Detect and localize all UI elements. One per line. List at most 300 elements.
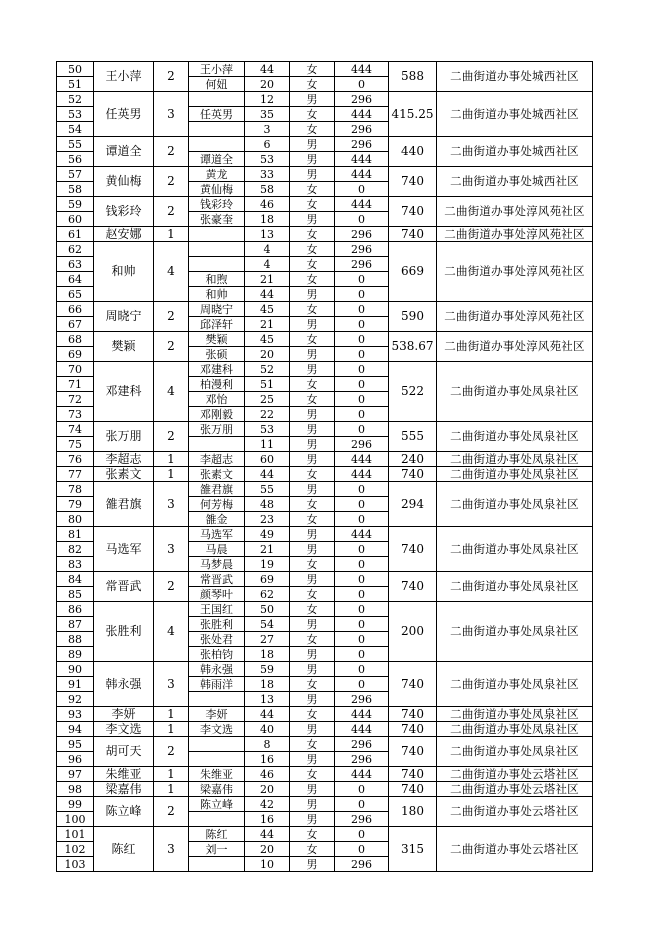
household-head-cell: 李超志 <box>94 452 154 467</box>
household-head-cell: 常晋武 <box>94 572 154 602</box>
household-size-cell: 1 <box>154 707 189 722</box>
table-row <box>57 452 593 467</box>
household-total-cell: 740 <box>389 467 437 482</box>
member-age-cell: 53 <box>245 152 290 167</box>
row-number-cell: 54 <box>57 122 94 137</box>
household-total-cell: 669 <box>389 242 437 302</box>
member-amount-cell: 444 <box>335 707 389 722</box>
member-age-cell: 18 <box>245 212 290 227</box>
member-age-cell: 10 <box>245 857 290 872</box>
household-size-cell: 3 <box>154 92 189 137</box>
member-amount-cell: 296 <box>335 737 389 752</box>
row-number-cell: 77 <box>57 467 94 482</box>
community-address-cell: 二曲街道办事处凤泉社区 <box>437 467 593 482</box>
row-number-cell: 102 <box>57 842 94 857</box>
member-amount-cell: 0 <box>335 317 389 332</box>
member-name-cell: 邓刚毅 <box>189 407 245 422</box>
member-age-cell: 21 <box>245 272 290 287</box>
member-name-cell: 雒君旗 <box>189 482 245 497</box>
row-number-cell: 69 <box>57 347 94 362</box>
household-table <box>56 61 593 872</box>
member-sex-cell: 女 <box>290 392 335 407</box>
member-amount-cell: 296 <box>335 242 389 257</box>
member-age-cell: 11 <box>245 437 290 452</box>
table-row <box>57 422 593 437</box>
member-name-cell: 陈立峰 <box>189 797 245 812</box>
household-total-cell: 740 <box>389 737 437 767</box>
member-name-cell <box>189 752 245 767</box>
household-total-cell: 200 <box>389 602 437 662</box>
member-name-cell: 张万朋 <box>189 422 245 437</box>
household-total-cell: 740 <box>389 227 437 242</box>
community-address-cell: 二曲街道办事处云塔社区 <box>437 767 593 782</box>
community-address-cell: 二曲街道办事处城西社区 <box>437 167 593 197</box>
member-sex-cell: 女 <box>290 242 335 257</box>
household-total-cell: 588 <box>389 62 437 92</box>
household-size-cell: 4 <box>154 362 189 422</box>
member-name-cell <box>189 92 245 107</box>
member-name-cell: 张素文 <box>189 467 245 482</box>
community-address-cell: 二曲街道办事处凤泉社区 <box>437 422 593 452</box>
community-address-cell: 二曲街道办事处凤泉社区 <box>437 482 593 527</box>
member-sex-cell: 女 <box>290 77 335 92</box>
member-amount-cell: 296 <box>335 437 389 452</box>
row-number-cell: 68 <box>57 332 94 347</box>
member-amount-cell: 0 <box>335 782 389 797</box>
member-sex-cell: 男 <box>290 212 335 227</box>
member-sex-cell: 男 <box>290 482 335 497</box>
member-amount-cell: 0 <box>335 662 389 677</box>
member-sex-cell: 女 <box>290 302 335 317</box>
member-sex-cell: 女 <box>290 557 335 572</box>
member-sex-cell: 男 <box>290 782 335 797</box>
member-amount-cell: 444 <box>335 767 389 782</box>
community-address-cell: 二曲街道办事处凤泉社区 <box>437 737 593 767</box>
member-name-cell: 任英男 <box>189 107 245 122</box>
household-size-cell: 1 <box>154 767 189 782</box>
table-row <box>57 722 593 737</box>
community-address-cell: 二曲街道办事处凤泉社区 <box>437 602 593 662</box>
member-name-cell: 陈红 <box>189 827 245 842</box>
member-name-cell: 颜琴叶 <box>189 587 245 602</box>
household-size-cell: 2 <box>154 62 189 92</box>
row-number-cell: 92 <box>57 692 94 707</box>
member-name-cell: 和帅 <box>189 287 245 302</box>
household-total-cell: 740 <box>389 707 437 722</box>
member-sex-cell: 男 <box>290 542 335 557</box>
member-age-cell: 6 <box>245 137 290 152</box>
community-address-cell: 二曲街道办事处凤泉社区 <box>437 707 593 722</box>
row-number-cell: 65 <box>57 287 94 302</box>
member-amount-cell: 0 <box>335 332 389 347</box>
member-amount-cell: 0 <box>335 212 389 227</box>
household-size-cell: 2 <box>154 302 189 332</box>
table-row <box>57 167 593 182</box>
member-amount-cell: 296 <box>335 137 389 152</box>
household-total-cell: 740 <box>389 722 437 737</box>
household-head-cell: 王小萍 <box>94 62 154 92</box>
table-row <box>57 602 593 617</box>
row-number-cell: 55 <box>57 137 94 152</box>
member-name-cell: 张硕 <box>189 347 245 362</box>
community-address-cell: 二曲街道办事处云塔社区 <box>437 797 593 827</box>
table-row <box>57 197 593 212</box>
member-age-cell: 12 <box>245 92 290 107</box>
row-number-cell: 62 <box>57 242 94 257</box>
household-head-cell: 张胜利 <box>94 602 154 662</box>
member-amount-cell: 0 <box>335 422 389 437</box>
member-amount-cell: 0 <box>335 617 389 632</box>
row-number-cell: 103 <box>57 857 94 872</box>
member-amount-cell: 0 <box>335 572 389 587</box>
member-age-cell: 44 <box>245 467 290 482</box>
member-amount-cell: 444 <box>335 152 389 167</box>
member-name-cell: 李文选 <box>189 722 245 737</box>
row-number-cell: 73 <box>57 407 94 422</box>
member-name-cell: 黄仙梅 <box>189 182 245 197</box>
member-amount-cell: 0 <box>335 182 389 197</box>
member-amount-cell: 444 <box>335 452 389 467</box>
member-sex-cell: 女 <box>290 677 335 692</box>
household-total-cell: 590 <box>389 302 437 332</box>
member-sex-cell: 女 <box>290 197 335 212</box>
member-sex-cell: 女 <box>290 512 335 527</box>
row-number-cell: 64 <box>57 272 94 287</box>
member-sex-cell: 男 <box>290 797 335 812</box>
member-name-cell: 柏漫利 <box>189 377 245 392</box>
member-sex-cell: 男 <box>290 92 335 107</box>
member-age-cell: 33 <box>245 167 290 182</box>
member-name-cell <box>189 227 245 242</box>
community-address-cell: 二曲街道办事处云塔社区 <box>437 782 593 797</box>
household-head-cell: 周晓宁 <box>94 302 154 332</box>
table-row <box>57 782 593 797</box>
member-sex-cell: 男 <box>290 722 335 737</box>
household-total-cell: 740 <box>389 167 437 197</box>
member-age-cell: 22 <box>245 407 290 422</box>
member-sex-cell: 男 <box>290 857 335 872</box>
household-total-cell: 415.25 <box>389 92 437 137</box>
member-name-cell: 韩雨洋 <box>189 677 245 692</box>
row-number-cell: 94 <box>57 722 94 737</box>
row-number-cell: 98 <box>57 782 94 797</box>
member-name-cell <box>189 242 245 257</box>
row-number-cell: 56 <box>57 152 94 167</box>
community-address-cell: 二曲街道办事处淳风苑社区 <box>437 302 593 332</box>
member-amount-cell: 0 <box>335 362 389 377</box>
member-age-cell: 27 <box>245 632 290 647</box>
household-size-cell: 1 <box>154 452 189 467</box>
member-sex-cell: 男 <box>290 692 335 707</box>
row-number-cell: 78 <box>57 482 94 497</box>
household-head-cell: 陈红 <box>94 827 154 872</box>
member-age-cell: 25 <box>245 392 290 407</box>
member-amount-cell: 296 <box>335 122 389 137</box>
member-amount-cell: 296 <box>335 257 389 272</box>
row-number-cell: 67 <box>57 317 94 332</box>
row-number-cell: 89 <box>57 647 94 662</box>
member-sex-cell: 女 <box>290 182 335 197</box>
member-sex-cell: 男 <box>290 572 335 587</box>
member-name-cell: 马梦晨 <box>189 557 245 572</box>
household-total-cell: 740 <box>389 767 437 782</box>
table-row <box>57 707 593 722</box>
member-amount-cell: 444 <box>335 107 389 122</box>
member-amount-cell: 0 <box>335 677 389 692</box>
member-amount-cell: 0 <box>335 797 389 812</box>
member-age-cell: 46 <box>245 197 290 212</box>
member-sex-cell: 女 <box>290 767 335 782</box>
household-total-cell: 240 <box>389 452 437 467</box>
member-age-cell: 13 <box>245 227 290 242</box>
member-age-cell: 40 <box>245 722 290 737</box>
member-name-cell: 李超志 <box>189 452 245 467</box>
member-age-cell: 44 <box>245 62 290 77</box>
member-age-cell: 69 <box>245 572 290 587</box>
member-sex-cell: 男 <box>290 752 335 767</box>
row-number-cell: 86 <box>57 602 94 617</box>
member-amount-cell: 0 <box>335 512 389 527</box>
table-row <box>57 797 593 812</box>
member-name-cell: 何芳梅 <box>189 497 245 512</box>
row-number-cell: 51 <box>57 77 94 92</box>
household-size-cell: 4 <box>154 602 189 662</box>
member-age-cell: 4 <box>245 242 290 257</box>
member-name-cell: 雒金 <box>189 512 245 527</box>
row-number-cell: 101 <box>57 827 94 842</box>
row-number-cell: 80 <box>57 512 94 527</box>
member-name-cell: 何妞 <box>189 77 245 92</box>
table-row <box>57 92 593 107</box>
member-sex-cell: 女 <box>290 467 335 482</box>
household-head-cell: 朱维亚 <box>94 767 154 782</box>
member-sex-cell: 男 <box>290 287 335 302</box>
table-row <box>57 737 593 752</box>
member-amount-cell: 0 <box>335 377 389 392</box>
household-total-cell: 740 <box>389 527 437 572</box>
community-address-cell: 二曲街道办事处淳风苑社区 <box>437 227 593 242</box>
household-head-cell: 张万朋 <box>94 422 154 452</box>
table-row <box>57 62 593 77</box>
member-sex-cell: 女 <box>290 827 335 842</box>
member-name-cell: 梁嘉伟 <box>189 782 245 797</box>
household-size-cell: 3 <box>154 527 189 572</box>
member-name-cell <box>189 137 245 152</box>
household-size-cell: 2 <box>154 332 189 362</box>
household-total-cell: 440 <box>389 137 437 167</box>
member-age-cell: 48 <box>245 497 290 512</box>
household-size-cell: 1 <box>154 722 189 737</box>
row-number-cell: 76 <box>57 452 94 467</box>
member-amount-cell: 0 <box>335 557 389 572</box>
member-sex-cell: 男 <box>290 317 335 332</box>
row-number-cell: 99 <box>57 797 94 812</box>
household-size-cell: 3 <box>154 482 189 527</box>
member-name-cell: 韩永强 <box>189 662 245 677</box>
member-sex-cell: 男 <box>290 647 335 662</box>
household-total-cell: 740 <box>389 662 437 707</box>
row-number-cell: 63 <box>57 257 94 272</box>
household-total-cell: 522 <box>389 362 437 422</box>
household-total-cell: 740 <box>389 782 437 797</box>
member-amount-cell: 444 <box>335 467 389 482</box>
household-head-cell: 谭道全 <box>94 137 154 167</box>
household-head-cell: 樊颖 <box>94 332 154 362</box>
member-sex-cell: 男 <box>290 527 335 542</box>
member-amount-cell: 296 <box>335 692 389 707</box>
member-sex-cell: 女 <box>290 497 335 512</box>
member-sex-cell: 女 <box>290 272 335 287</box>
household-total-cell: 538.67 <box>389 332 437 362</box>
member-age-cell: 62 <box>245 587 290 602</box>
member-age-cell: 58 <box>245 182 290 197</box>
household-head-cell: 李文选 <box>94 722 154 737</box>
member-name-cell <box>189 737 245 752</box>
member-age-cell: 20 <box>245 347 290 362</box>
member-name-cell: 和煦 <box>189 272 245 287</box>
member-age-cell: 16 <box>245 812 290 827</box>
household-head-cell: 张素文 <box>94 467 154 482</box>
member-age-cell: 42 <box>245 797 290 812</box>
member-sex-cell: 男 <box>290 662 335 677</box>
member-sex-cell: 男 <box>290 812 335 827</box>
member-sex-cell: 女 <box>290 842 335 857</box>
member-amount-cell: 0 <box>335 302 389 317</box>
row-number-cell: 71 <box>57 377 94 392</box>
member-amount-cell: 296 <box>335 227 389 242</box>
table-row <box>57 302 593 317</box>
member-sex-cell: 女 <box>290 707 335 722</box>
row-number-cell: 70 <box>57 362 94 377</box>
community-address-cell: 二曲街道办事处城西社区 <box>437 62 593 92</box>
household-total-cell: 555 <box>389 422 437 452</box>
member-age-cell: 19 <box>245 557 290 572</box>
member-sex-cell: 女 <box>290 377 335 392</box>
member-name-cell: 常晋武 <box>189 572 245 587</box>
row-number-cell: 90 <box>57 662 94 677</box>
household-head-cell: 韩永强 <box>94 662 154 707</box>
community-address-cell: 二曲街道办事处淳风苑社区 <box>437 332 593 362</box>
member-age-cell: 52 <box>245 362 290 377</box>
member-amount-cell: 296 <box>335 752 389 767</box>
member-amount-cell: 0 <box>335 542 389 557</box>
table-row <box>57 827 593 842</box>
household-total-cell: 180 <box>389 797 437 827</box>
member-name-cell: 王国红 <box>189 602 245 617</box>
household-head-cell: 陈立峰 <box>94 797 154 827</box>
member-age-cell: 13 <box>245 692 290 707</box>
member-age-cell: 35 <box>245 107 290 122</box>
member-name-cell: 马晨 <box>189 542 245 557</box>
table-row <box>57 572 593 587</box>
table-row <box>57 482 593 497</box>
member-sex-cell: 男 <box>290 452 335 467</box>
household-head-cell: 梁嘉伟 <box>94 782 154 797</box>
household-head-cell: 钱彩玲 <box>94 197 154 227</box>
household-size-cell: 2 <box>154 737 189 767</box>
member-name-cell: 张处君 <box>189 632 245 647</box>
household-size-cell: 2 <box>154 797 189 827</box>
member-sex-cell: 女 <box>290 587 335 602</box>
table-row <box>57 362 593 377</box>
household-head-cell: 黄仙梅 <box>94 167 154 197</box>
household-head-cell: 马选军 <box>94 527 154 572</box>
member-age-cell: 53 <box>245 422 290 437</box>
member-age-cell: 50 <box>245 602 290 617</box>
member-sex-cell: 男 <box>290 347 335 362</box>
household-size-cell: 2 <box>154 422 189 452</box>
member-amount-cell: 444 <box>335 167 389 182</box>
table-row <box>57 467 593 482</box>
member-age-cell: 55 <box>245 482 290 497</box>
household-size-cell: 3 <box>154 827 189 872</box>
member-age-cell: 45 <box>245 332 290 347</box>
member-age-cell: 20 <box>245 77 290 92</box>
row-number-cell: 79 <box>57 497 94 512</box>
member-amount-cell: 296 <box>335 857 389 872</box>
household-size-cell: 4 <box>154 242 189 302</box>
row-number-cell: 58 <box>57 182 94 197</box>
member-sex-cell: 女 <box>290 632 335 647</box>
row-number-cell: 75 <box>57 437 94 452</box>
member-sex-cell: 男 <box>290 422 335 437</box>
member-name-cell: 邓怡 <box>189 392 245 407</box>
household-size-cell: 2 <box>154 197 189 227</box>
row-number-cell: 100 <box>57 812 94 827</box>
member-age-cell: 3 <box>245 122 290 137</box>
member-age-cell: 20 <box>245 782 290 797</box>
row-number-cell: 85 <box>57 587 94 602</box>
member-age-cell: 54 <box>245 617 290 632</box>
member-sex-cell: 女 <box>290 602 335 617</box>
member-name-cell <box>189 122 245 137</box>
row-number-cell: 83 <box>57 557 94 572</box>
member-amount-cell: 0 <box>335 647 389 662</box>
member-amount-cell: 444 <box>335 722 389 737</box>
row-number-cell: 60 <box>57 212 94 227</box>
community-address-cell: 二曲街道办事处淳风苑社区 <box>437 197 593 227</box>
table-row <box>57 527 593 542</box>
member-name-cell: 王小萍 <box>189 62 245 77</box>
community-address-cell: 二曲街道办事处凤泉社区 <box>437 572 593 602</box>
member-age-cell: 18 <box>245 677 290 692</box>
member-amount-cell: 0 <box>335 272 389 287</box>
row-number-cell: 52 <box>57 92 94 107</box>
table-row <box>57 227 593 242</box>
member-age-cell: 49 <box>245 527 290 542</box>
member-age-cell: 44 <box>245 707 290 722</box>
member-age-cell: 60 <box>245 452 290 467</box>
member-sex-cell: 男 <box>290 167 335 182</box>
member-amount-cell: 0 <box>335 842 389 857</box>
member-sex-cell: 男 <box>290 152 335 167</box>
row-number-cell: 74 <box>57 422 94 437</box>
member-name-cell: 钱彩玲 <box>189 197 245 212</box>
member-name-cell: 马选军 <box>189 527 245 542</box>
member-amount-cell: 0 <box>335 587 389 602</box>
table-row <box>57 242 593 257</box>
member-name-cell: 谭道全 <box>189 152 245 167</box>
member-name-cell: 张柏钧 <box>189 647 245 662</box>
member-name-cell: 邓建科 <box>189 362 245 377</box>
member-age-cell: 23 <box>245 512 290 527</box>
member-amount-cell: 0 <box>335 482 389 497</box>
row-number-cell: 50 <box>57 62 94 77</box>
member-name-cell <box>189 437 245 452</box>
row-number-cell: 72 <box>57 392 94 407</box>
member-sex-cell: 男 <box>290 407 335 422</box>
member-sex-cell: 女 <box>290 257 335 272</box>
